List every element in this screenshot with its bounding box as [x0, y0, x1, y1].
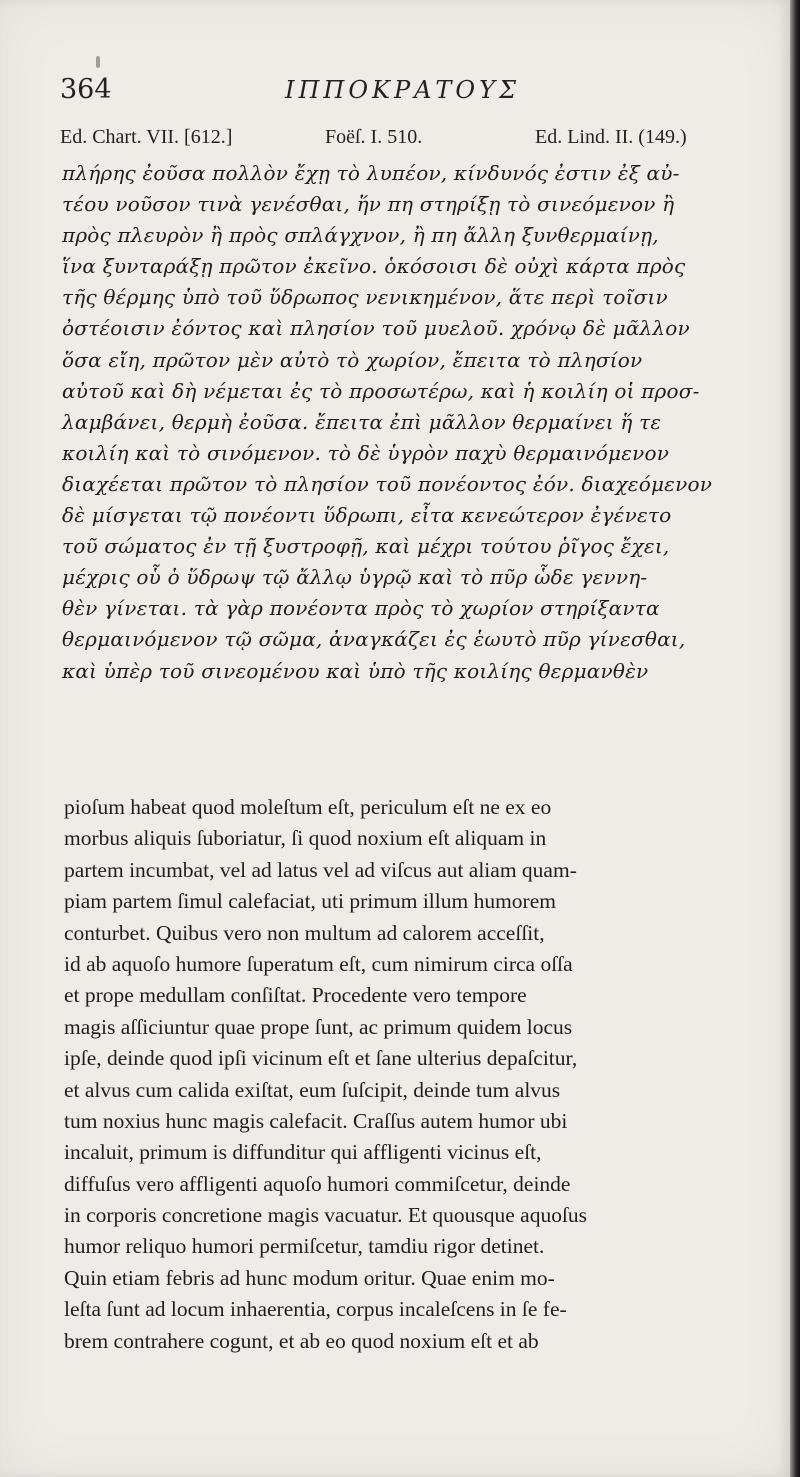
- latin-line: piam partem ſimul calefaciat, uti primum illum humorem: [64, 889, 556, 914]
- latin-line: morbus aliquis ſuboriatur, ſi quod noxium eſt aliquam in: [64, 826, 547, 851]
- page-header: [60, 74, 760, 114]
- greek-line: ὅσα εἴη, πρῶτον μὲν αὐτὸ τὸ χωρίον, ἔπειτα τὸ πλησίον: [62, 347, 643, 372]
- greek-line: διαχέεται πρῶτον τὸ πλησίον τοῦ πονέοντος ἐόν. διαχεόμενον: [62, 471, 713, 496]
- greek-line: τοῦ σώματος ἐν τῇ ξυστροφῇ, καὶ μέχρι τούτου ῥῖγος ἔχει,: [62, 534, 670, 559]
- greek-line: καὶ ὑπὲρ τοῦ σινεομένου καὶ ὑπὸ τῆς κοιλίης θερμανθὲν: [62, 658, 649, 683]
- greek-text-block: [62, 158, 762, 687]
- latin-line: in corporis concretione magis vacuatur. Et quousque aquoſus: [64, 1203, 588, 1228]
- latin-line: partem incumbat, vel ad latus vel ad viſcus aut aliam quam-: [64, 857, 577, 882]
- greek-line: λαμβάνει, θερμὴ ἐοῦσα. ἔπειτα ἐπὶ μᾶλλον θερμαίνει ἥ τε: [62, 409, 662, 434]
- latin-line: leſta ſunt ad locum inhaerentia, corpus incaleſcens in ſe fe-: [64, 1297, 567, 1322]
- greek-line: ὀστέοισιν ἐόντος καὶ πλησίον τοῦ μυελοῦ. χρόνῳ δὲ μᾶλλον: [62, 316, 690, 341]
- edition-foes-ref: Foëſ. I. 510.: [325, 126, 423, 148]
- latin-line: Quin etiam febris ad hunc modum oritur. Quae enim mo-: [64, 1265, 555, 1290]
- latin-line: incaluit, primum is diffunditur qui affligenti vicinus eſt,: [64, 1140, 542, 1165]
- latin-line: magis aſſiciuntur quae prope ſunt, ac primum quidem locus: [64, 1014, 573, 1039]
- greek-line: πρὸς πλευρὸν ἢ πρὸς σπλάγχνον, ἢ πη ἄλλη ξυνθερμαίνῃ,: [62, 223, 659, 248]
- greek-line: κοιλίη καὶ τὸ σινόμενον. τὸ δὲ ὑγρὸν παχὺ θερμαινόμενον: [62, 440, 670, 465]
- greek-line: θὲν γίνεται. τὰ γὰρ πονέοντα πρὸς τὸ χωρίον στηρίξαντα: [62, 596, 660, 621]
- latin-line: pioſum habeat quod moleſtum eſt, periculum eſt ne ex eo: [64, 795, 552, 819]
- book-spine-edge: [790, 0, 800, 1477]
- greek-line: αὐτοῦ καὶ δὴ νέμεται ἐς τὸ προσωτέρω, καὶ ἡ κοιλίη οἱ προσ-: [62, 378, 700, 403]
- greek-line: τῆς θέρμης ὑπὸ τοῦ ὕδρωπος νενικημένον, ἅτε περὶ τοῖσιν: [62, 285, 668, 310]
- running-title: ΙΠΠΟΚΡΑΤΟΥΣ: [285, 76, 520, 104]
- latin-line: diffuſus vero affligenti aquoſo humori commiſcetur, deinde: [64, 1171, 571, 1196]
- latin-line: tum noxius hunc magis calefacit. Craſſus autem humor ubi: [64, 1108, 568, 1133]
- latin-line: humor reliquo humori permiſcetur, tamdiu rigor detinet.: [64, 1234, 545, 1259]
- latin-line: et prope medullam conſiſtat. Procedente vero tempore: [64, 983, 527, 1008]
- greek-line: μέχρις οὗ ὁ ὕδρωψ τῷ ἄλλῳ ὑγρῷ καὶ τὸ πῦρ ὧδε γεννη-: [62, 565, 648, 590]
- latin-line: ipſe, deinde quod ipſi vicinum eſt et ſane ulterius depaſcitur,: [64, 1046, 578, 1071]
- greek-line: τέου νοῦσον τινὰ γενέσθαι, ἥν πη στηρίξῃ τὸ σινεόμενον ἢ: [62, 192, 675, 217]
- latin-line: et alvus cum calida exiſtat, eum ſuſcipit, deinde tum alvus: [64, 1077, 561, 1102]
- greek-line: δὲ μίσγεται τῷ πονέοντι ὕδρωπι, εἶτα κενεώτερον ἐγένετο: [62, 503, 672, 528]
- latin-line: id ab aquoſo humore ſuperatum eſt, cum nimirum circa oſſa: [64, 951, 573, 976]
- edition-chart-ref: Ed. Chart. VII. [612.]: [60, 126, 233, 148]
- latin-line: conturbet. Quibus vero non multum ad calorem acceſſit,: [64, 920, 545, 945]
- edition-lind-ref: Ed. Lind. II. (149.): [535, 126, 687, 148]
- greek-line: ἵνα ξυνταράξῃ πρῶτον ἐκεῖνο. ὁκόσοισι δὲ οὐχὶ κάρτα πρὸς: [62, 254, 686, 279]
- greek-line: πλήρης ἐοῦσα πολλὸν ἔχῃ τὸ λυπέον, κίνδυνός ἐστιν ἐξ αὐ-: [62, 161, 680, 185]
- ink-smudge: [96, 56, 100, 68]
- page-number: 364: [60, 74, 112, 105]
- latin-text-block: [64, 792, 764, 1357]
- greek-line: θερμαινόμενον τῷ σῶμα, ἀναγκάζει ἐς ἑωυτὸ πῦρ γίνεσθαι,: [62, 627, 686, 652]
- latin-line: brem contrahere cogunt, et ab eo quod noxium eſt et ab: [64, 1328, 539, 1353]
